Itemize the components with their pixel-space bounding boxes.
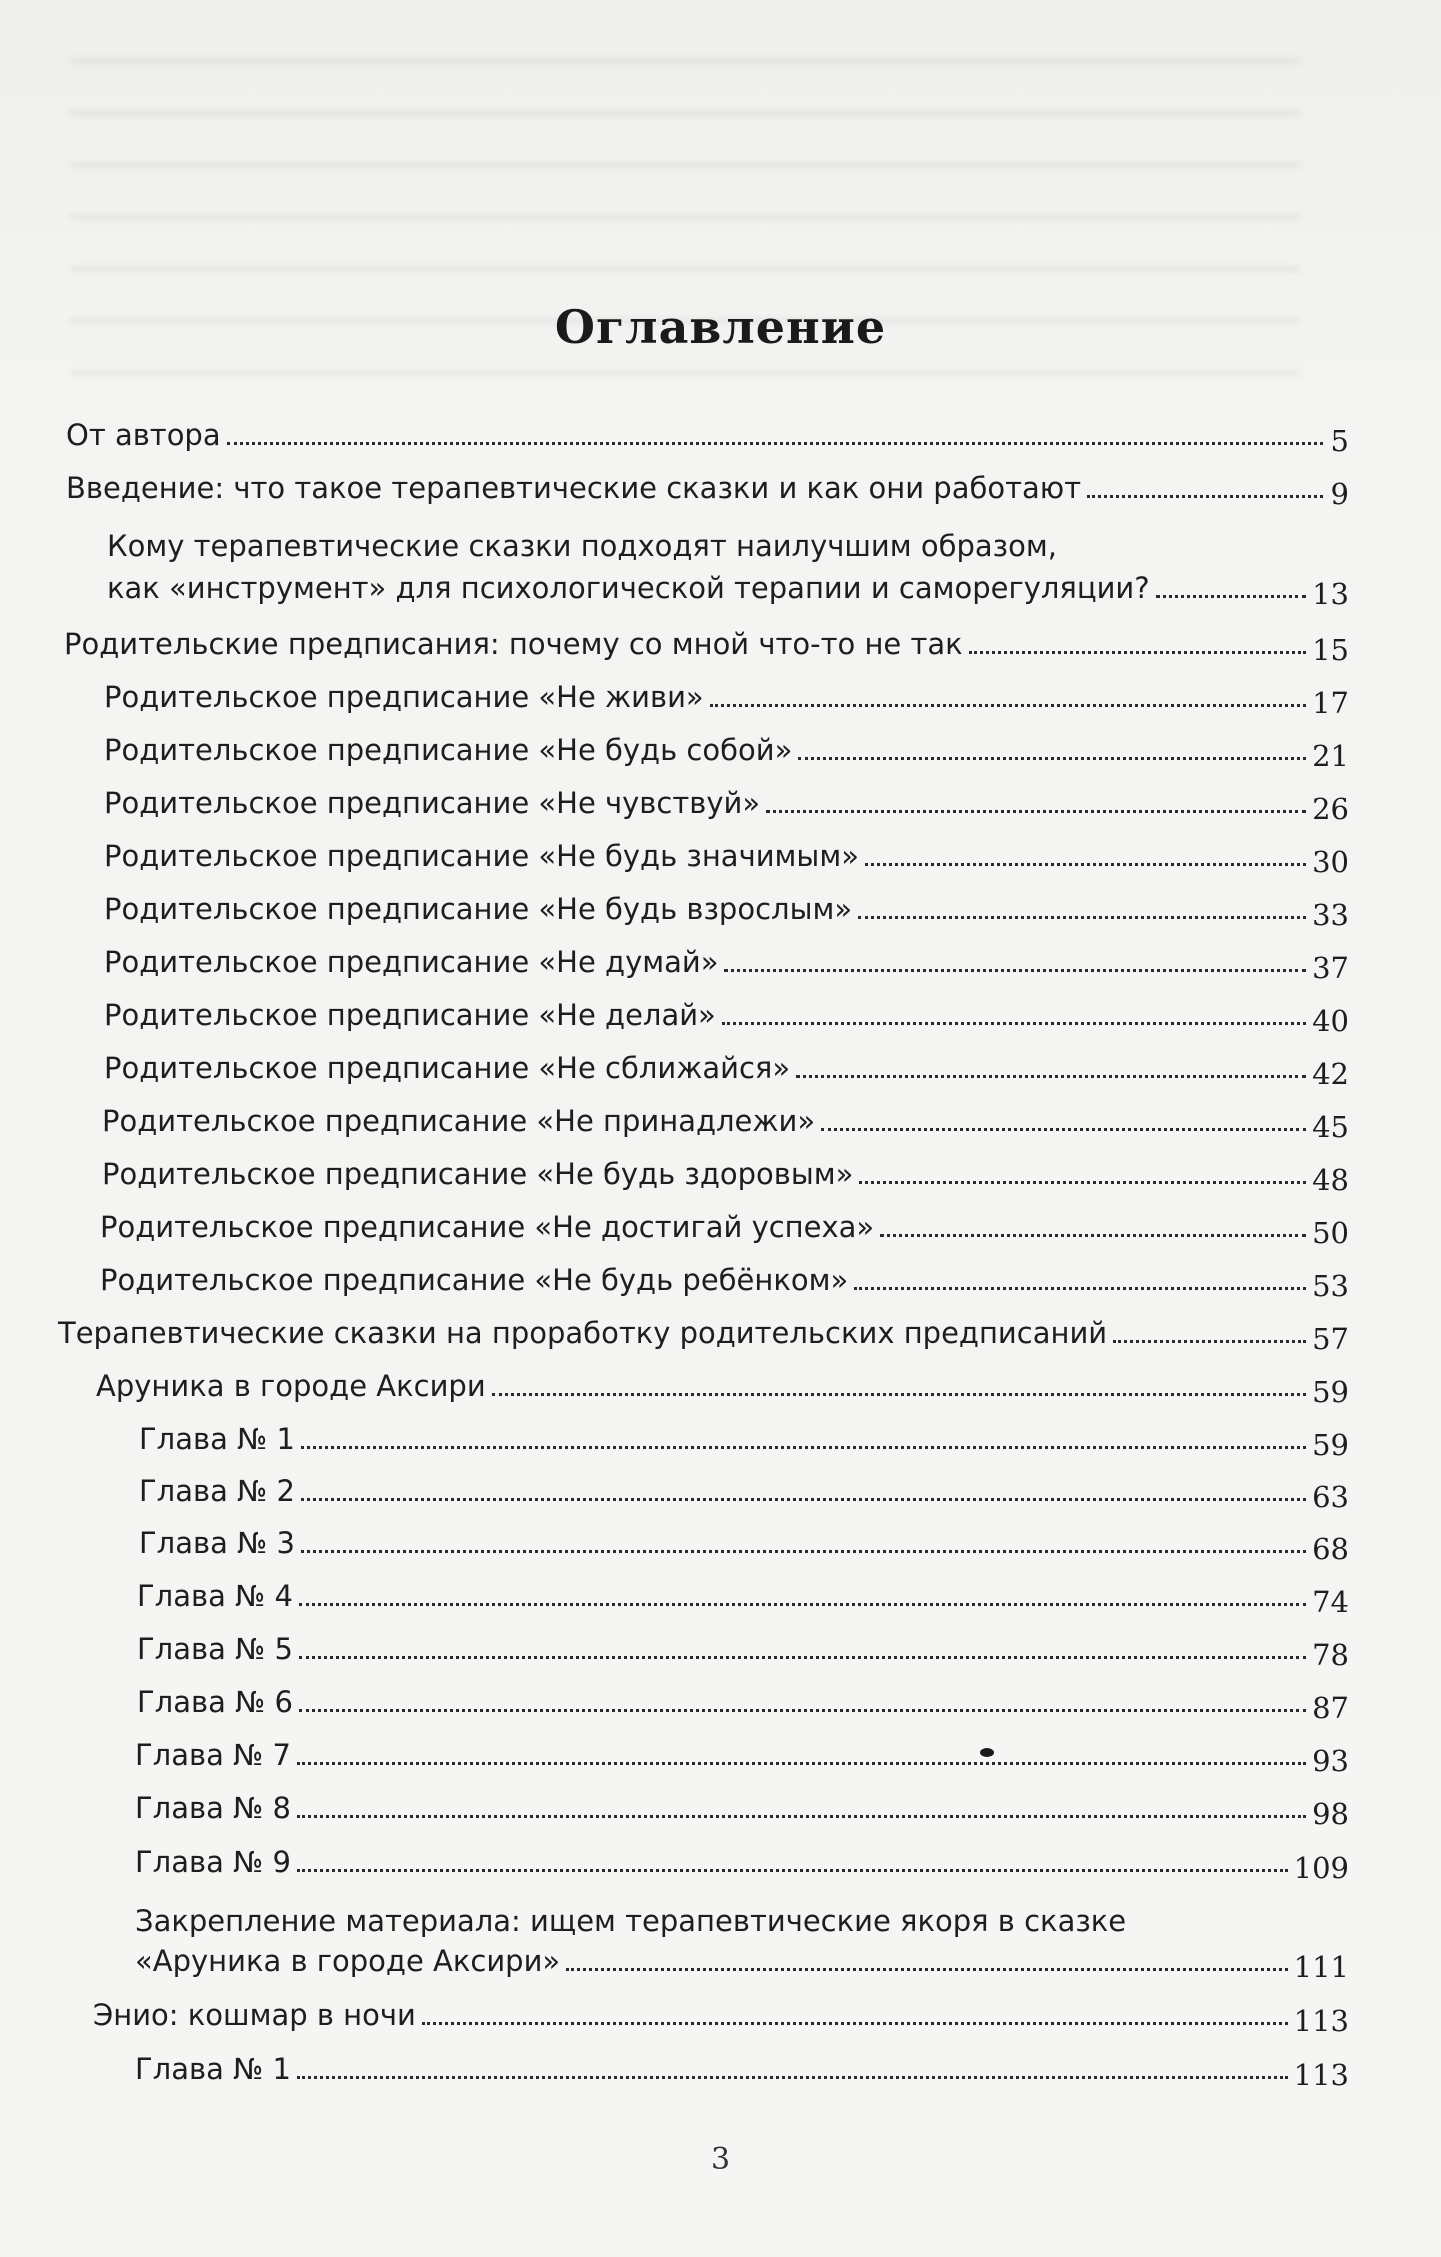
toc-entry — [96, 1369, 1349, 1409]
toc-entry — [104, 839, 1349, 879]
toc-entry — [137, 1579, 1349, 1619]
toc-entry-page: 50 — [1312, 1216, 1349, 1250]
dot-leader — [796, 1075, 1306, 1078]
dot-leader — [1156, 595, 1306, 598]
toc-entry-page: 37 — [1312, 951, 1349, 985]
toc-entry — [139, 1526, 1349, 1566]
toc-entry-page: 78 — [1312, 1638, 1349, 1672]
dot-leader — [1087, 495, 1323, 498]
toc-entry-page: 109 — [1293, 1851, 1349, 1885]
toc-entry-label: Родительское предписание «Не принадлежи» — [102, 1104, 816, 1138]
toc-entry-label: Родительское предписание «Не живи» — [104, 680, 704, 714]
toc-entry-label: как «инструмент» для психологической терапии и саморегуляции? — [107, 571, 1150, 605]
toc-entry — [66, 418, 1349, 458]
toc-entry — [102, 1104, 1349, 1144]
toc-entry-page: 21 — [1312, 739, 1349, 773]
toc-entry-label: Глава № 8 — [135, 1791, 291, 1825]
toc-entry-label: Энио: кошмар в ночи — [93, 1998, 416, 2032]
toc-entry — [135, 1944, 1349, 1984]
toc-entry — [102, 1157, 1349, 1197]
toc-entry — [135, 2052, 1349, 2092]
dot-leader — [766, 810, 1306, 813]
toc-entry-page: 113 — [1293, 2058, 1349, 2092]
toc-entry-page: 98 — [1312, 1797, 1349, 1831]
bleed-through-text — [70, 20, 1300, 420]
page-number: 3 — [710, 2142, 731, 2177]
dot-leader — [880, 1234, 1306, 1237]
dot-leader — [710, 704, 1306, 707]
toc-entry-page: 59 — [1312, 1428, 1349, 1462]
toc-entry-label: Глава № 4 — [137, 1579, 293, 1613]
dot-leader — [854, 1287, 1306, 1290]
toc-entry-page: 74 — [1312, 1585, 1349, 1619]
toc-entry-page: 33 — [1312, 898, 1349, 932]
toc-entry-page: 53 — [1312, 1269, 1349, 1303]
toc-entry — [139, 1422, 1349, 1462]
dot-leader — [297, 1815, 1306, 1818]
toc-entry-page: 63 — [1312, 1480, 1349, 1514]
dot-leader — [722, 1022, 1306, 1025]
toc-entry-label: Глава № 6 — [137, 1685, 293, 1719]
toc-entry-label: Глава № 5 — [137, 1632, 293, 1666]
toc-entry-label: От автора — [66, 418, 221, 452]
toc-entry-label: «Аруника в городе Аксири» — [135, 1944, 561, 1978]
dot-leader — [297, 1762, 1306, 1765]
toc-entry-page: 93 — [1312, 1744, 1349, 1778]
toc-entry-page: 57 — [1312, 1322, 1349, 1356]
toc-entry-label: Терапевтические сказки на проработку родительских предписаний — [58, 1316, 1108, 1350]
toc-entry-page: 59 — [1312, 1375, 1349, 1409]
toc-entry-label: Родительские предписания: почему со мной что-то не так — [64, 627, 963, 661]
toc-entry-page: 40 — [1312, 1004, 1349, 1038]
toc-entry-label: Глава № 3 — [139, 1526, 295, 1560]
toc-entry-page: 113 — [1293, 2004, 1349, 2038]
toc-entry-label-line1: Закрепление материала: ищем терапевтические якоря в сказке — [135, 1904, 1127, 1938]
toc-entry — [137, 1685, 1349, 1725]
toc-entry-label: Глава № 9 — [135, 1845, 291, 1879]
dot-leader — [301, 1498, 1306, 1501]
toc-entry-label: Введение: что такое терапевтические сказки и как они работают — [66, 471, 1082, 505]
toc-entry-page: 9 — [1330, 477, 1349, 511]
dot-leader — [297, 1869, 1288, 1872]
toc-entry-label-line1: Кому терапевтические сказки подходят наилучшим образом, — [107, 529, 1057, 563]
toc-entry-label: Глава № 7 — [135, 1738, 291, 1772]
toc-entry — [104, 786, 1349, 826]
toc-entry — [93, 1998, 1349, 2038]
toc-entry — [107, 571, 1349, 611]
toc-entry-label: Родительское предписание «Не будь взрослым» — [104, 892, 853, 926]
dot-leader — [821, 1128, 1306, 1131]
toc-entry-label: Родительское предписание «Не чувствуй» — [104, 786, 761, 820]
dot-leader — [299, 1603, 1306, 1606]
dot-leader — [859, 1181, 1306, 1184]
toc-entry-label: Родительское предписание «Не думай» — [104, 945, 719, 979]
toc-entry — [104, 733, 1349, 773]
toc-entry — [135, 1738, 1349, 1778]
dot-leader — [492, 1393, 1306, 1396]
toc-entry-page: 87 — [1312, 1691, 1349, 1725]
toc-entry-page: 15 — [1312, 633, 1349, 667]
toc-entry-page: 26 — [1312, 792, 1349, 826]
toc-entry — [135, 1791, 1349, 1831]
toc-entry — [104, 892, 1349, 932]
toc-entry — [100, 1210, 1349, 1250]
dot-leader — [227, 442, 1323, 445]
dot-leader — [865, 863, 1306, 866]
dot-leader — [301, 1446, 1306, 1449]
dot-leader — [858, 916, 1306, 919]
toc-entry-label: Родительское предписание «Не достигай успеха» — [100, 1210, 875, 1244]
toc-entry — [104, 680, 1349, 720]
toc-entry-label: Родительское предписание «Не делай» — [104, 998, 716, 1032]
toc-entry — [58, 1316, 1349, 1356]
ink-speck — [980, 1748, 994, 1757]
toc-entry — [137, 1632, 1349, 1672]
toc-entry — [66, 471, 1349, 511]
dot-leader — [566, 1968, 1287, 1971]
toc-entry-page: 48 — [1312, 1163, 1349, 1197]
toc-entry-label: Родительское предписание «Не будь ребёнком» — [100, 1263, 849, 1297]
toc-entry-label: Аруника в городе Аксири — [96, 1369, 486, 1403]
dot-leader — [1113, 1340, 1306, 1343]
toc-entry — [104, 945, 1349, 985]
dot-leader — [297, 2076, 1288, 2079]
toc-entry-page: 13 — [1312, 577, 1349, 611]
toc-entry-label: Родительское предписание «Не будь здоровым» — [102, 1157, 854, 1191]
dot-leader — [798, 757, 1306, 760]
toc-entry-label: Родительское предписание «Не будь собой» — [104, 733, 793, 767]
toc-title: Оглавление — [554, 300, 887, 354]
toc-entry-label: Глава № 2 — [139, 1474, 295, 1508]
toc-entry-label: Родительское предписание «Не сближайся» — [104, 1051, 791, 1085]
dot-leader — [299, 1709, 1306, 1712]
dot-leader — [422, 2022, 1288, 2025]
toc-entry-page: 17 — [1312, 686, 1349, 720]
toc-entry-page: 30 — [1312, 845, 1349, 879]
dot-leader — [724, 969, 1306, 972]
toc-entry-label: Глава № 1 — [135, 2052, 291, 2086]
toc-entry-page: 111 — [1293, 1950, 1349, 1984]
toc-entry — [100, 1263, 1349, 1303]
toc-entry-page: 5 — [1330, 424, 1349, 458]
dot-leader — [299, 1656, 1306, 1659]
toc-entry — [104, 998, 1349, 1038]
toc-entry-page: 45 — [1312, 1110, 1349, 1144]
toc-entry — [64, 627, 1349, 667]
toc-entry-page: 42 — [1312, 1057, 1349, 1091]
toc-entry — [104, 1051, 1349, 1091]
toc-entry-label: Глава № 1 — [139, 1422, 295, 1456]
toc-entry-label: Родительское предписание «Не будь значимым» — [104, 839, 859, 873]
toc-entry-page: 68 — [1312, 1532, 1349, 1566]
toc-entry — [139, 1474, 1349, 1514]
dot-leader — [969, 651, 1306, 654]
dot-leader — [301, 1550, 1306, 1553]
toc-entry — [135, 1845, 1349, 1885]
